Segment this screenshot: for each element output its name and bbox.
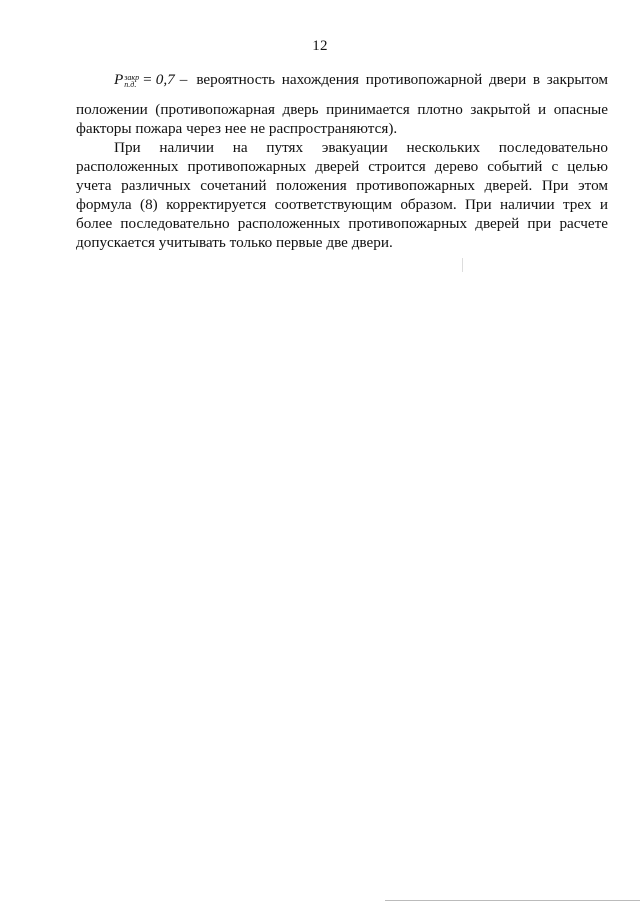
document-body	[76, 70, 608, 252]
formula-line	[76, 70, 608, 100]
formula-superscript: закр	[124, 73, 140, 82]
scan-artifact	[462, 258, 463, 272]
formula-symbol: P	[114, 71, 124, 88]
main-paragraph: При наличии на путях эвакуации нескольких последовательно расположенных противопожарных дверей строится дерево событий с целью учета различных сочетаний положения противопожарных дверей. При этом формула (8) корректируется соответствующим образом. При наличии трех и более последовательно расположенных противопожарных дверей при расчете допускается учитывать только первые две двери.	[76, 139, 608, 251]
formula-equals: =	[143, 71, 152, 88]
formula-indices	[124, 74, 139, 88]
formula-dash: –	[179, 71, 188, 88]
formula-value: 0,7	[155, 71, 175, 88]
formula-description: вероятность нахождения противопожарной двери в закрытом	[196, 71, 608, 88]
page-number: 12	[312, 38, 328, 54]
formula-subscript: п.д.	[124, 80, 137, 89]
formula-continuation-paragraph: положении (противопожарная дверь принимается плотно закрытой и опасные факторы пожара через нее не распространяются).	[76, 101, 608, 137]
probability-formula	[114, 70, 192, 89]
scan-edge-line	[385, 900, 640, 901]
